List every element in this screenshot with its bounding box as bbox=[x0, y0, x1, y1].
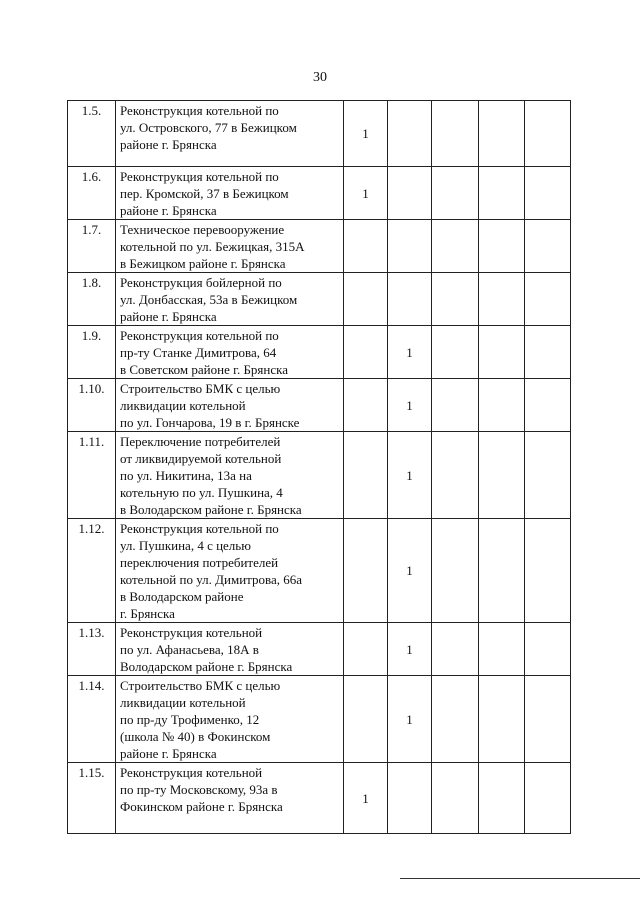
year-cell-4 bbox=[479, 220, 525, 273]
year-cell-3 bbox=[432, 432, 479, 519]
year-cell-3 bbox=[432, 623, 479, 676]
row-number: 1.14. bbox=[68, 676, 116, 763]
year-cell-1 bbox=[344, 623, 388, 676]
year-cell-4 bbox=[479, 763, 525, 834]
page-number: 30 bbox=[313, 70, 327, 85]
project-description: Реконструкция котельной по ул. Пушкина, 4 с целью переключения потребителей котельной по ул. Димитрова, 66а в Володарском районе г. Брянска bbox=[116, 519, 344, 623]
row-number: 1.6. bbox=[68, 167, 116, 220]
footer-rule bbox=[400, 878, 640, 879]
year-cell-3 bbox=[432, 101, 479, 167]
project-description: Реконструкция котельной по ул. Афанасьева, 18А в Володарском районе г. Брянска bbox=[116, 623, 344, 676]
project-description: Техническое перевооружение котельной по ул. Бежицкая, 315А в Бежицком районе г. Брянска bbox=[116, 220, 344, 273]
year-cell-3 bbox=[432, 676, 479, 763]
year-cell-1: 1 bbox=[344, 101, 388, 167]
year-cell-4 bbox=[479, 379, 525, 432]
year-cell-5 bbox=[525, 379, 571, 432]
year-cell-5 bbox=[525, 220, 571, 273]
year-cell-2: 1 bbox=[388, 326, 432, 379]
row-number: 1.13. bbox=[68, 623, 116, 676]
row-number: 1.7. bbox=[68, 220, 116, 273]
year-cell-5 bbox=[525, 273, 571, 326]
table-row bbox=[68, 379, 571, 432]
year-cell-2: 1 bbox=[388, 676, 432, 763]
year-cell-4 bbox=[479, 676, 525, 763]
year-cell-1 bbox=[344, 519, 388, 623]
year-cell-1 bbox=[344, 326, 388, 379]
year-cell-4 bbox=[479, 167, 525, 220]
table-row bbox=[68, 623, 571, 676]
year-cell-3 bbox=[432, 763, 479, 834]
year-cell-1 bbox=[344, 432, 388, 519]
year-cell-1 bbox=[344, 220, 388, 273]
year-cell-2 bbox=[388, 167, 432, 220]
year-cell-3 bbox=[432, 519, 479, 623]
year-cell-5 bbox=[525, 167, 571, 220]
year-cell-2: 1 bbox=[388, 623, 432, 676]
project-description: Строительство БМК с целью ликвидации котельной по пр-ду Трофименко, 12 (школа № 40) в Фокинском районе г. Брянска bbox=[116, 676, 344, 763]
row-number: 1.12. bbox=[68, 519, 116, 623]
row-number: 1.8. bbox=[68, 273, 116, 326]
year-cell-1: 1 bbox=[344, 763, 388, 834]
project-description: Переключение потребителей от ликвидируемой котельной по ул. Никитина, 13а на котельную по ул. Пушкина, 4 в Володарском районе г. Брянска bbox=[116, 432, 344, 519]
table-row bbox=[68, 167, 571, 220]
year-cell-3 bbox=[432, 273, 479, 326]
table-row bbox=[68, 101, 571, 167]
year-cell-5 bbox=[525, 763, 571, 834]
year-cell-2: 1 bbox=[388, 519, 432, 623]
year-cell-5 bbox=[525, 519, 571, 623]
year-cell-5 bbox=[525, 326, 571, 379]
year-cell-2: 1 bbox=[388, 379, 432, 432]
year-cell-5 bbox=[525, 623, 571, 676]
year-cell-4 bbox=[479, 519, 525, 623]
table-row bbox=[68, 676, 571, 763]
year-cell-4 bbox=[479, 326, 525, 379]
year-cell-5 bbox=[525, 101, 571, 167]
year-cell-1 bbox=[344, 379, 388, 432]
year-cell-2 bbox=[388, 101, 432, 167]
year-cell-1 bbox=[344, 676, 388, 763]
year-cell-3 bbox=[432, 326, 479, 379]
row-number: 1.10. bbox=[68, 379, 116, 432]
year-cell-4 bbox=[479, 273, 525, 326]
project-description: Реконструкция котельной по ул. Островского, 77 в Бежицком районе г. Брянска bbox=[116, 101, 344, 167]
table-row bbox=[68, 326, 571, 379]
year-cell-4 bbox=[479, 101, 525, 167]
row-number: 1.5. bbox=[68, 101, 116, 167]
year-cell-2 bbox=[388, 763, 432, 834]
project-description: Строительство БМК с целью ликвидации котельной по ул. Гончарова, 19 в г. Брянске bbox=[116, 379, 344, 432]
year-cell-2: 1 bbox=[388, 432, 432, 519]
table-row bbox=[68, 220, 571, 273]
year-cell-3 bbox=[432, 167, 479, 220]
project-description: Реконструкция котельной по пр-ту Станке Димитрова, 64 в Советском районе г. Брянска bbox=[116, 326, 344, 379]
year-cell-5 bbox=[525, 676, 571, 763]
year-cell-3 bbox=[432, 220, 479, 273]
year-cell-3 bbox=[432, 379, 479, 432]
project-description: Реконструкция бойлерной по ул. Донбасская, 53а в Бежицком районе г. Брянска bbox=[116, 273, 344, 326]
year-cell-4 bbox=[479, 432, 525, 519]
row-number: 1.11. bbox=[68, 432, 116, 519]
year-cell-1 bbox=[344, 273, 388, 326]
table-row bbox=[68, 763, 571, 834]
table-row bbox=[68, 519, 571, 623]
table-row bbox=[68, 273, 571, 326]
project-description: Реконструкция котельной по пер. Кромской, 37 в Бежицком районе г. Брянска bbox=[116, 167, 344, 220]
row-number: 1.15. bbox=[68, 763, 116, 834]
project-description: Реконструкция котельной по пр-ту Московскому, 93а в Фокинском районе г. Брянска bbox=[116, 763, 344, 834]
projects-table bbox=[67, 100, 571, 834]
row-number: 1.9. bbox=[68, 326, 116, 379]
year-cell-5 bbox=[525, 432, 571, 519]
table-row bbox=[68, 432, 571, 519]
year-cell-1: 1 bbox=[344, 167, 388, 220]
year-cell-4 bbox=[479, 623, 525, 676]
year-cell-2 bbox=[388, 273, 432, 326]
year-cell-2 bbox=[388, 220, 432, 273]
